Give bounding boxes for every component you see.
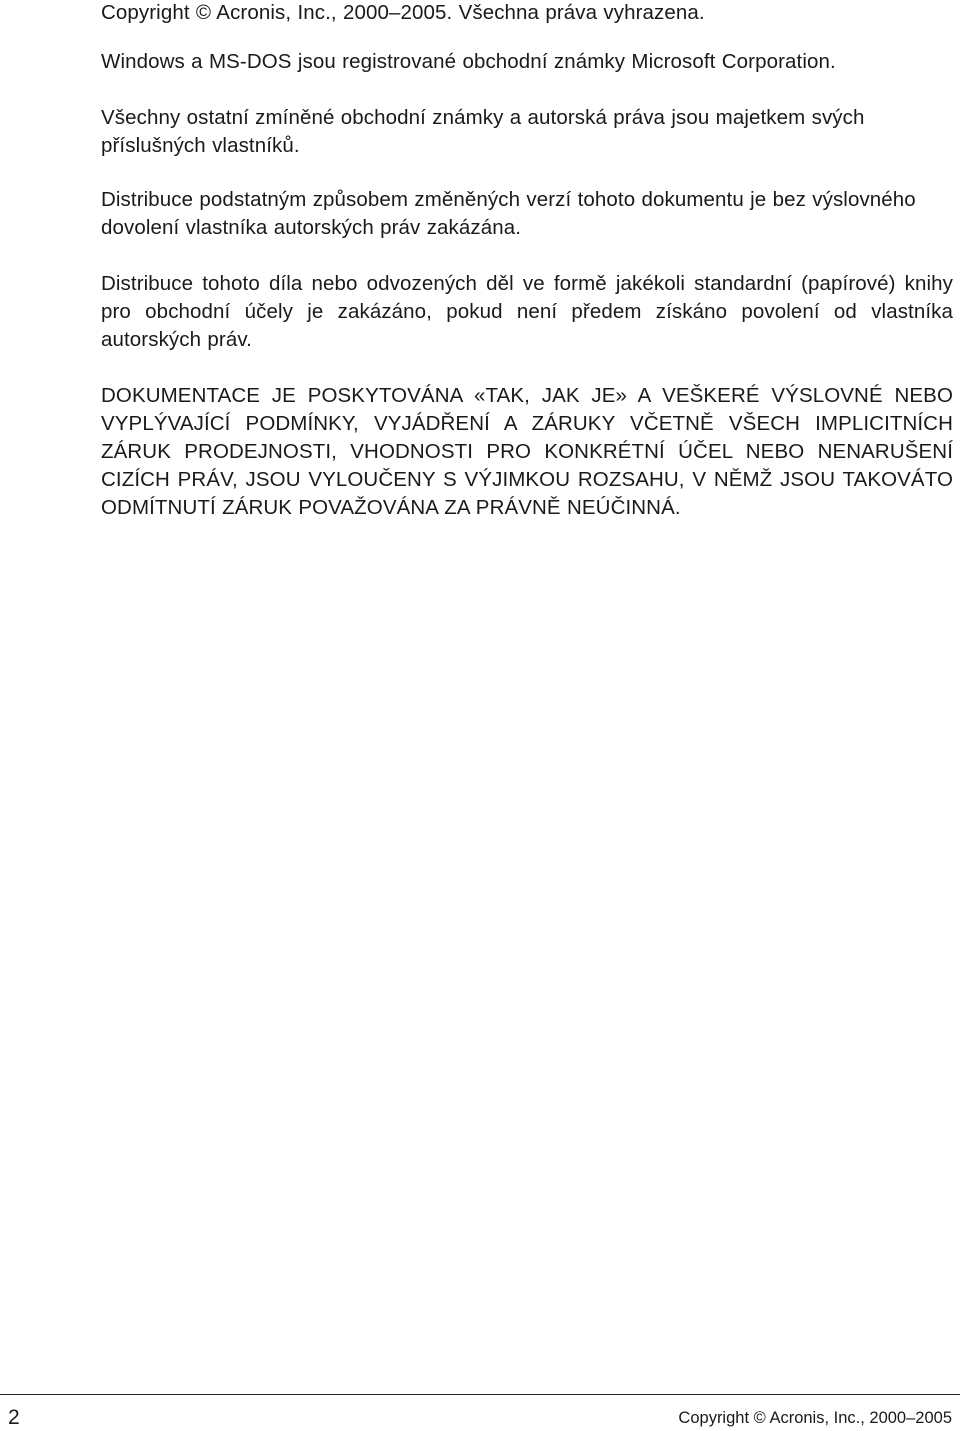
trademark-notice: Windows a MS-DOS jsou registrované obchodní známky Microsoft Corporation.	[101, 50, 836, 73]
book-distribution-notice: Distribuce tohoto díla nebo odvozených děl ve formě jakékoli standardní (papírové) knihy pro obchodní účely je zakázáno, pokud není předem získáno povolení od vlastníka autorských práv.	[101, 272, 953, 351]
other-trademarks-notice: Všechny ostatní zmíněné obchodní známky a autorská práva jsou majetkem svých příslušných vlastníků.	[101, 106, 865, 157]
footer-copyright: Copyright © Acronis, Inc., 2000–2005	[678, 1409, 952, 1427]
copyright-notice: Copyright © Acronis, Inc., 2000–2005. Všechna práva vyhrazena.	[101, 1, 705, 24]
page-number: 2	[8, 1406, 20, 1429]
footer-divider	[0, 1394, 960, 1395]
warranty-disclaimer: DOKUMENTACE JE POSKYTOVÁNA «TAK, JAK JE» A VEŠKERÉ VÝSLOVNÉ NEBO VYPLÝVAJÍCÍ PODMÍNKY, VYJÁDŘENÍ A ZÁRUKY VČETNĚ VŠECH IMPLICITNÍCH ZÁRUK PRODEJNOSTI, VHODNOSTI PRO KONKRÉTNÍ ÚČEL NEBO NENARUŠENÍ CIZÍCH PRÁV, JSOU VYLOUČENY S VÝJIMKOU ROZSAHU, V NĚMŽ JSOU TAKOVÁTO ODMÍTNUTÍ ZÁRUK POVAŽOVÁNA ZA PRÁVNĚ NEÚČINNÁ.	[101, 384, 953, 519]
modified-distribution-notice: Distribuce podstatným způsobem změněných verzí tohoto dokumentu je bez výslovného dovolení vlastníka autorských práv zakázána.	[101, 188, 916, 239]
